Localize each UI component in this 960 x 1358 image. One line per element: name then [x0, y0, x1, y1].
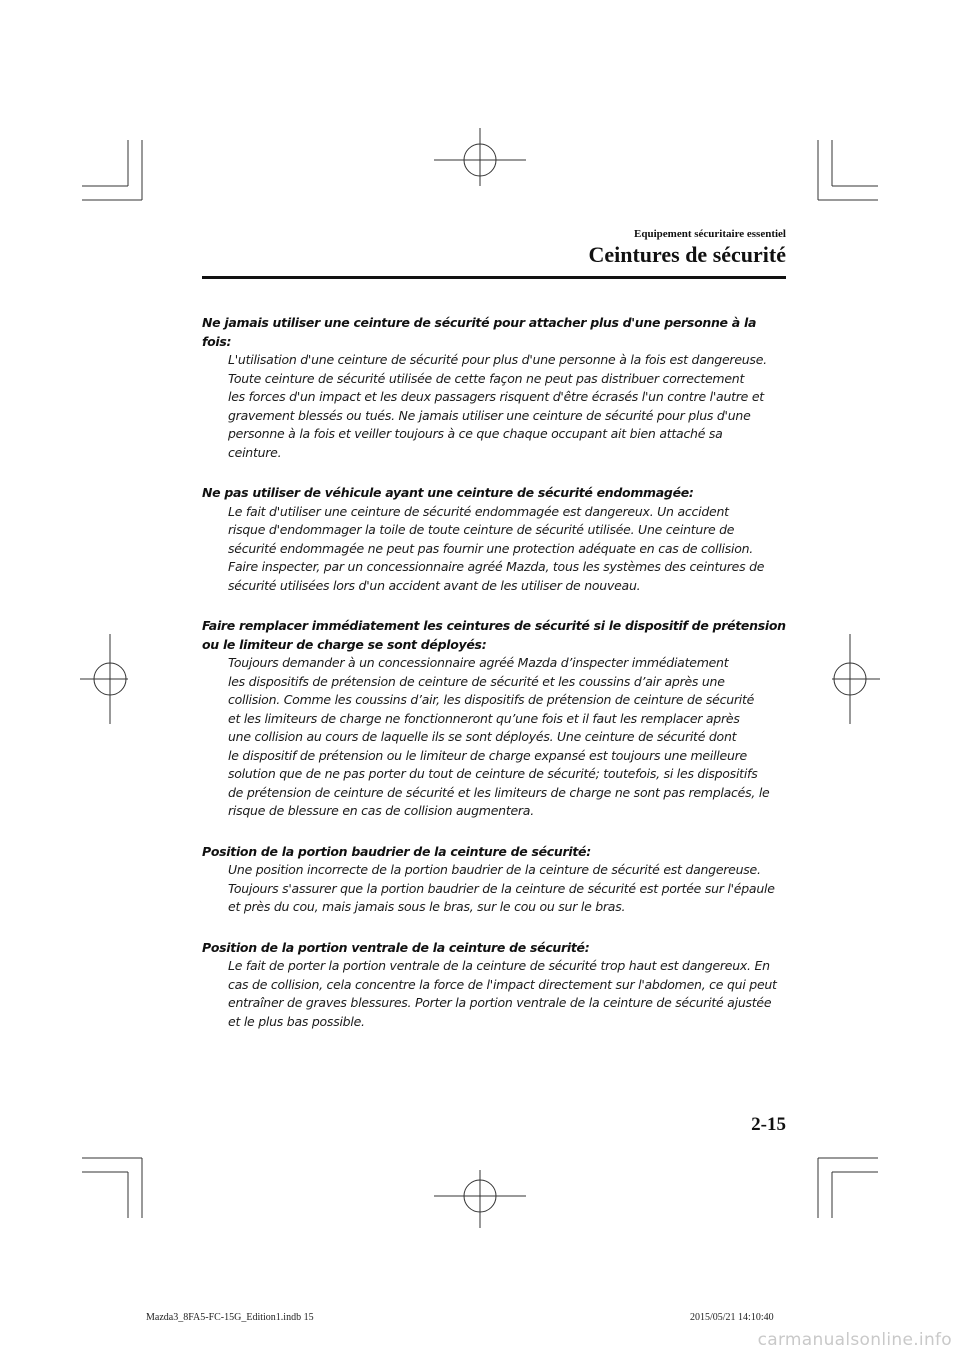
warning-heading [202, 617, 788, 654]
header-rule [202, 276, 786, 279]
footer-datetime: 2015/05/21 14:10:40 [690, 1312, 774, 1323]
heading-line: Ne pas utiliser de véhicule ayant une ceinture de sécurité endommagée: [202, 485, 694, 500]
body-line: Toujours s'assurer que la portion baudrier de la ceinture de sécurité est portée sur l'épaule [228, 880, 775, 896]
heading-line: Faire remplacer immédiatement les ceintures de sécurité si le dispositif de prétension [202, 618, 786, 633]
body-line: sécurité endommagée ne peut pas fournir une protection adéquate en cas de collision. [228, 540, 754, 556]
body-line: L'utilisation d'une ceinture de sécurité pour plus d'une personne à la fois est dangereuse. [228, 352, 767, 367]
warning-block [202, 314, 788, 462]
body-line: le dispositif de prétension ou le limiteur de charge expansé est toujours une meilleure [228, 747, 747, 763]
warning-body [202, 861, 788, 917]
body-line: et le plus bas possible. [228, 1013, 365, 1029]
body-line: entraîner de graves blessures. Porter la portion ventrale de la ceinture de sécurité ajustée [228, 995, 772, 1010]
page-number: 2-15 [751, 1114, 786, 1135]
body-line: collision. Comme les coussins d’air, les dispositifs de prétension de ceinture de sécurité [228, 692, 755, 707]
body-line: Une position incorrecte de la portion baudrier de la ceinture de sécurité est dangereuse. [228, 862, 761, 877]
heading-line: Ne jamais utiliser une ceinture de sécurité pour attacher plus d'une personne à la fois: [202, 315, 757, 349]
warning-block [202, 617, 788, 821]
heading-line: ou le limiteur de charge se sont déployés: [202, 636, 487, 652]
body-line: cas de collision, cela concentre la force de l'impact directement sur l'abdomen, ce qui peut [228, 976, 777, 992]
warning-heading [202, 939, 788, 958]
body-line: une collision au cours de laquelle ils se sont déployés. Une ceinture de sécurité dont [228, 729, 737, 744]
warning-block [202, 939, 788, 1032]
body-line: risque de blessure en cas de collision augmentera. [228, 803, 534, 818]
warning-heading [202, 843, 788, 862]
warning-block [202, 843, 788, 917]
warning-block [202, 484, 788, 595]
body-line: solution que de ne pas porter du tout de ceinture de sécurité; toutefois, si les dispositifs [228, 766, 758, 781]
heading-line: Position de la portion baudrier de la ceinture de sécurité: [202, 843, 591, 859]
body-line: les forces d'un impact et les deux passagers risquent d'être écrasés l'un contre l'autre et [228, 389, 764, 404]
warning-body [202, 351, 788, 462]
body-line: et près du cou, mais jamais sous le bras, sur le cou ou sur le bras. [228, 899, 626, 914]
body-line: risque d'endommager la toile de toute ceinture de sécurité utilisée. Une ceinture de [228, 522, 735, 537]
watermark: carmanualsonline.info [757, 1330, 952, 1350]
footer-file-name: Mazda3_8FA5-FC-15G_Edition1.indb 15 [146, 1312, 314, 1323]
warning-body [202, 957, 788, 1031]
warning-heading [202, 314, 788, 351]
body-line: et les limiteurs de charge ne fonctionneront qu’une fois et il faut les remplacer après [228, 710, 740, 726]
body-line: gravement blessés ou tués. Ne jamais utiliser une ceinture de sécurité pour plus d'une [228, 407, 751, 423]
body-line: Toute ceinture de sécurité utilisée de cette façon ne peut pas distribuer correctement [228, 370, 745, 386]
body-line: Faire inspecter, par un concessionnaire agréé Mazda, tous les systèmes des ceintures de [228, 559, 765, 574]
warning-heading [202, 484, 788, 503]
page-title: Ceintures de sécurité [588, 242, 786, 267]
warning-body [202, 503, 788, 596]
body-line: ceinture. [228, 444, 282, 460]
section-label: Equipement sécuritaire essentiel [634, 228, 786, 240]
body-line: personne à la fois et veiller toujours à ce que chaque occupant ait bien attaché sa [228, 426, 723, 441]
warning-list [202, 314, 788, 1053]
heading-line: Position de la portion ventrale de la ceinture de sécurité: [202, 939, 590, 955]
body-line: les dispositifs de prétension de ceinture de sécurité et les coussins d’air après une [228, 673, 725, 689]
body-line: Toujours demander à un concessionnaire agréé Mazda d’inspecter immédiatement [228, 655, 729, 670]
body-line: Le fait de porter la portion ventrale de la ceinture de sécurité trop haut est dangereux. En [228, 958, 770, 973]
body-line: de prétension de ceinture de sécurité et les limiteurs de charge ne sont pas remplacés, le [228, 784, 770, 800]
warning-body [202, 654, 788, 821]
body-line: sécurité utilisées lors d'un accident avant de les utiliser de nouveau. [228, 577, 641, 593]
body-line: Le fait d'utiliser une ceinture de sécurité endommagée est dangereux. Un accident [228, 503, 729, 519]
